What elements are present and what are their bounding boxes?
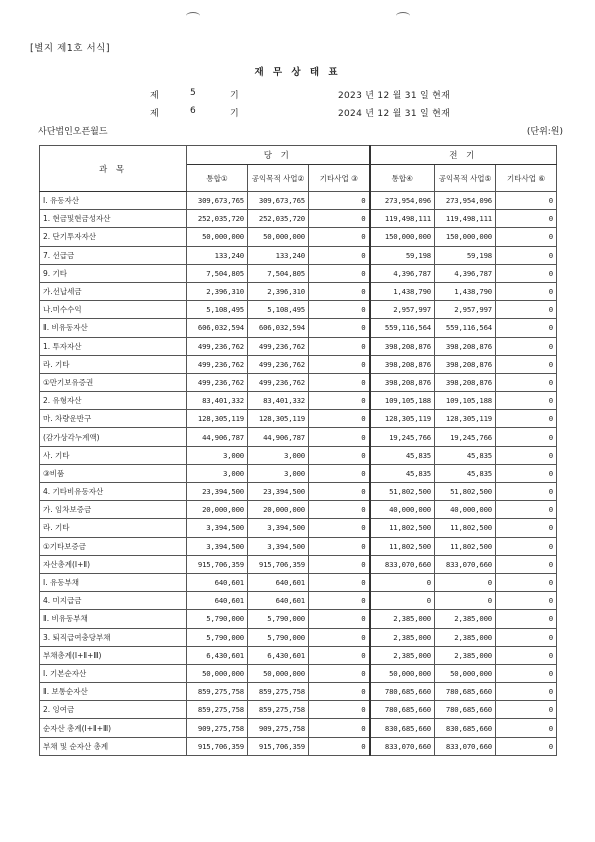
amount-cell: 59,198 [370, 246, 435, 264]
amount-cell: 640,601 [248, 592, 309, 610]
amount-cell: 119,498,111 [435, 210, 496, 228]
table-row [40, 537, 557, 555]
row-label: 4. 기타비유동자산 [40, 483, 187, 501]
amount-cell: 0 [496, 446, 557, 464]
amount-cell: 0 [370, 573, 435, 591]
row-label: Ⅱ. 비유동자산 [40, 319, 187, 337]
amount-cell: 20,000,000 [187, 501, 248, 519]
table-row [40, 664, 557, 682]
amount-cell: 398,208,876 [370, 337, 435, 355]
amount-cell: 859,275,758 [187, 683, 248, 701]
amount-cell: 0 [309, 501, 370, 519]
amount-cell: 915,706,359 [248, 737, 309, 755]
amount-cell: 0 [496, 392, 557, 410]
table-row [40, 337, 557, 355]
amount-cell: 23,394,500 [248, 483, 309, 501]
amount-cell: 19,245,766 [370, 428, 435, 446]
amount-cell: 0 [496, 701, 557, 719]
amount-cell: 2,396,310 [248, 282, 309, 300]
amount-cell: 915,706,359 [248, 555, 309, 573]
amount-cell: 133,240 [248, 246, 309, 264]
amount-cell: 5,790,000 [187, 628, 248, 646]
amount-cell: 133,240 [187, 246, 248, 264]
amount-cell: 3,394,500 [187, 519, 248, 537]
amount-cell: 50,000,000 [370, 664, 435, 682]
amount-cell: 499,236,762 [187, 337, 248, 355]
amount-cell: 40,000,000 [435, 501, 496, 519]
amount-cell: 0 [496, 628, 557, 646]
amount-cell: 0 [309, 664, 370, 682]
amount-cell: 3,394,500 [248, 519, 309, 537]
amount-cell: 0 [496, 501, 557, 519]
amount-cell: 1,438,790 [435, 282, 496, 300]
table-row [40, 737, 557, 755]
amount-cell: 128,305,119 [248, 410, 309, 428]
row-label: 2. 잉여금 [40, 701, 187, 719]
amount-cell: 398,208,876 [370, 373, 435, 391]
amount-cell: 0 [496, 210, 557, 228]
table-row [40, 646, 557, 664]
amount-cell: 0 [309, 210, 370, 228]
amount-cell: 0 [309, 628, 370, 646]
table-row [40, 701, 557, 719]
amount-cell: 0 [309, 592, 370, 610]
amount-cell: 0 [496, 592, 557, 610]
amount-cell: 0 [496, 683, 557, 701]
amount-cell: 0 [309, 610, 370, 628]
amount-cell: 0 [496, 264, 557, 282]
amount-cell: 1,438,790 [370, 282, 435, 300]
row-label: 3. 퇴직급여충당부채 [40, 628, 187, 646]
table-row [40, 355, 557, 373]
amount-cell: 19,245,766 [435, 428, 496, 446]
table-row [40, 483, 557, 501]
amount-cell: 273,954,096 [370, 192, 435, 210]
amount-cell: 252,035,720 [187, 210, 248, 228]
amount-cell: 499,236,762 [248, 355, 309, 373]
row-label: ③비품 [40, 464, 187, 482]
amount-cell: 50,000,000 [187, 664, 248, 682]
amount-cell: 606,032,594 [187, 319, 248, 337]
header-col-public-current: 공익목적 사업② [248, 165, 309, 192]
period-prefix: 제 [150, 109, 159, 119]
amount-cell: 5,108,495 [187, 301, 248, 319]
amount-cell: 0 [309, 683, 370, 701]
amount-cell: 50,000,000 [248, 228, 309, 246]
amount-cell: 6,430,601 [187, 646, 248, 664]
balance-sheet-table [39, 145, 557, 756]
amount-cell: 0 [496, 646, 557, 664]
table-row [40, 373, 557, 391]
amount-cell: 780,685,660 [370, 683, 435, 701]
amount-cell: 499,236,762 [187, 373, 248, 391]
amount-cell: 3,000 [187, 464, 248, 482]
table-row [40, 392, 557, 410]
amount-cell: 2,385,000 [435, 628, 496, 646]
amount-cell: 0 [309, 719, 370, 737]
table-row [40, 228, 557, 246]
row-label: Ⅱ. 비유동부채 [40, 610, 187, 628]
amount-cell: 2,957,997 [370, 301, 435, 319]
amount-cell: 11,802,500 [370, 537, 435, 555]
amount-cell: 2,385,000 [435, 646, 496, 664]
amount-cell: 6,430,601 [248, 646, 309, 664]
amount-cell: 606,032,594 [248, 319, 309, 337]
amount-cell: 0 [496, 719, 557, 737]
amount-cell: 0 [496, 246, 557, 264]
row-label: 라. 기타 [40, 519, 187, 537]
amount-cell: 0 [496, 555, 557, 573]
period-number: 6 [190, 106, 196, 116]
table-row [40, 192, 557, 210]
amount-cell: 833,070,660 [435, 555, 496, 573]
amount-cell: 0 [496, 192, 557, 210]
amount-cell: 7,504,805 [248, 264, 309, 282]
header-subject: 과 목 [40, 146, 187, 192]
period-prefix: 제 [150, 91, 159, 101]
amount-cell: 44,906,787 [187, 428, 248, 446]
amount-cell: 83,401,332 [187, 392, 248, 410]
amount-cell: 0 [309, 555, 370, 573]
amount-cell: 3,000 [248, 464, 309, 482]
amount-cell: 0 [309, 646, 370, 664]
row-label: 2. 단기투자자산 [40, 228, 187, 246]
amount-cell: 0 [309, 373, 370, 391]
table-row [40, 610, 557, 628]
table-row [40, 246, 557, 264]
amount-cell: 0 [496, 664, 557, 682]
period-date: 2024 년 12 월 31 일 현재 [338, 109, 451, 119]
header-col-public-previous: 공익목적 사업⑤ [435, 165, 496, 192]
amount-cell: 640,601 [187, 573, 248, 591]
header-col-total-previous: 통합④ [370, 165, 435, 192]
table-row [40, 301, 557, 319]
amount-cell: 0 [496, 483, 557, 501]
amount-cell: 0 [496, 282, 557, 300]
row-label: (감가상각누계액) [40, 428, 187, 446]
amount-cell: 499,236,762 [187, 355, 248, 373]
amount-cell: 109,105,188 [370, 392, 435, 410]
amount-cell: 128,305,119 [370, 410, 435, 428]
amount-cell: 0 [309, 282, 370, 300]
amount-cell: 0 [435, 592, 496, 610]
amount-cell: 150,000,000 [435, 228, 496, 246]
amount-cell: 0 [309, 228, 370, 246]
table-row [40, 628, 557, 646]
table-row [40, 573, 557, 591]
amount-cell: 780,685,660 [370, 701, 435, 719]
amount-cell: 0 [309, 319, 370, 337]
amount-cell: 45,835 [370, 464, 435, 482]
table-row [40, 719, 557, 737]
amount-cell: 273,954,096 [435, 192, 496, 210]
amount-cell: 0 [496, 373, 557, 391]
row-label: 7. 선급금 [40, 246, 187, 264]
amount-cell: 0 [309, 464, 370, 482]
table-row [40, 592, 557, 610]
amount-cell: 640,601 [248, 573, 309, 591]
amount-cell: 859,275,758 [248, 683, 309, 701]
period-suffix: 기 [230, 109, 239, 119]
amount-cell: 3,000 [187, 446, 248, 464]
amount-cell: 3,394,500 [187, 537, 248, 555]
amount-cell: 2,385,000 [370, 646, 435, 664]
period-number: 5 [190, 88, 196, 98]
amount-cell: 119,498,111 [370, 210, 435, 228]
amount-cell: 50,000,000 [435, 664, 496, 682]
amount-cell: 109,105,188 [435, 392, 496, 410]
row-label: 나.미수수익 [40, 301, 187, 319]
amount-cell: 0 [309, 246, 370, 264]
amount-cell: 0 [309, 392, 370, 410]
amount-cell: 0 [496, 573, 557, 591]
amount-cell: 0 [309, 192, 370, 210]
table-row [40, 264, 557, 282]
amount-cell: 0 [309, 428, 370, 446]
amount-cell: 5,790,000 [187, 610, 248, 628]
amount-cell: 20,000,000 [248, 501, 309, 519]
header-current-period: 당 기 [187, 146, 370, 165]
amount-cell: 4,396,787 [435, 264, 496, 282]
amount-cell: 398,208,876 [435, 355, 496, 373]
table-row [40, 683, 557, 701]
amount-cell: 398,208,876 [370, 355, 435, 373]
amount-cell: 2,385,000 [370, 610, 435, 628]
amount-cell: 23,394,500 [187, 483, 248, 501]
amount-cell: 0 [309, 355, 370, 373]
table-row [40, 446, 557, 464]
amount-cell: 0 [435, 573, 496, 591]
amount-cell: 51,802,500 [435, 483, 496, 501]
amount-cell: 559,116,564 [435, 319, 496, 337]
amount-cell: 0 [496, 337, 557, 355]
row-label: 라. 기타 [40, 355, 187, 373]
table-row [40, 519, 557, 537]
header-col-total-current: 통합① [187, 165, 248, 192]
amount-cell: 5,790,000 [248, 610, 309, 628]
amount-cell: 0 [309, 537, 370, 555]
amount-cell: 0 [309, 519, 370, 537]
table-row [40, 501, 557, 519]
table-row [40, 410, 557, 428]
period-date: 2023 년 12 월 31 일 현재 [338, 91, 451, 101]
amount-cell: 0 [496, 519, 557, 537]
table-row [40, 464, 557, 482]
amount-cell: 11,802,500 [435, 537, 496, 555]
header-col-other-previous: 기타사업 ⑥ [496, 165, 557, 192]
amount-cell: 5,108,495 [248, 301, 309, 319]
row-label: ①만기보유증권 [40, 373, 187, 391]
table-body [40, 192, 557, 756]
row-label: 사. 기타 [40, 446, 187, 464]
amount-cell: 833,070,660 [370, 555, 435, 573]
amount-cell: 0 [496, 319, 557, 337]
amount-cell: 50,000,000 [248, 664, 309, 682]
table-row [40, 210, 557, 228]
row-label: 마. 차량운반구 [40, 410, 187, 428]
amount-cell: 59,198 [435, 246, 496, 264]
row-label: Ⅱ. 보통순자산 [40, 683, 187, 701]
amount-cell: 0 [496, 464, 557, 482]
amount-cell: 398,208,876 [435, 337, 496, 355]
amount-cell: 11,802,500 [370, 519, 435, 537]
currency-unit: (단위:원) [526, 127, 563, 137]
table-row [40, 428, 557, 446]
header-previous-period: 전 기 [370, 146, 557, 165]
amount-cell: 2,385,000 [370, 628, 435, 646]
amount-cell: 2,396,310 [187, 282, 248, 300]
amount-cell: 0 [309, 337, 370, 355]
row-label: ①기타보증금 [40, 537, 187, 555]
row-label: Ⅰ. 유동부채 [40, 573, 187, 591]
period-line [150, 88, 480, 101]
amount-cell: 909,275,758 [248, 719, 309, 737]
amount-cell: 0 [496, 610, 557, 628]
row-label: Ⅰ. 유동자산 [40, 192, 187, 210]
amount-cell: 0 [309, 701, 370, 719]
amount-cell: 0 [370, 592, 435, 610]
amount-cell: 915,706,359 [187, 555, 248, 573]
table-row [40, 282, 557, 300]
row-label: 가. 임차보증금 [40, 501, 187, 519]
amount-cell: 0 [309, 737, 370, 755]
amount-cell: 0 [309, 264, 370, 282]
row-label: 순자산 총계(Ⅰ+Ⅱ+Ⅲ) [40, 719, 187, 737]
amount-cell: 0 [496, 737, 557, 755]
amount-cell: 915,706,359 [187, 737, 248, 755]
amount-cell: 4,396,787 [370, 264, 435, 282]
amount-cell: 0 [309, 483, 370, 501]
amount-cell: 640,601 [187, 592, 248, 610]
amount-cell: 0 [309, 573, 370, 591]
amount-cell: 5,790,000 [248, 628, 309, 646]
amount-cell: 309,673,765 [248, 192, 309, 210]
amount-cell: 0 [309, 301, 370, 319]
amount-cell: 3,394,500 [248, 537, 309, 555]
row-label: 4. 미지급금 [40, 592, 187, 610]
period-suffix: 기 [230, 91, 239, 101]
amount-cell: 45,835 [370, 446, 435, 464]
amount-cell: 859,275,758 [248, 701, 309, 719]
form-number: [별지 제1호 서식] [30, 43, 111, 54]
amount-cell: 252,035,720 [248, 210, 309, 228]
table-row [40, 319, 557, 337]
row-label: 2. 유형자산 [40, 392, 187, 410]
amount-cell: 45,835 [435, 446, 496, 464]
amount-cell: 7,504,805 [187, 264, 248, 282]
amount-cell: 128,305,119 [187, 410, 248, 428]
amount-cell: 3,000 [248, 446, 309, 464]
amount-cell: 309,673,765 [187, 192, 248, 210]
amount-cell: 2,957,997 [435, 301, 496, 319]
row-label: Ⅰ. 기본순자산 [40, 664, 187, 682]
period-line [150, 106, 480, 119]
amount-cell: 128,305,119 [435, 410, 496, 428]
amount-cell: 50,000,000 [187, 228, 248, 246]
amount-cell: 833,070,660 [370, 737, 435, 755]
amount-cell: 499,236,762 [248, 337, 309, 355]
amount-cell: 44,906,787 [248, 428, 309, 446]
amount-cell: 0 [496, 537, 557, 555]
amount-cell: 40,000,000 [370, 501, 435, 519]
amount-cell: 780,685,660 [435, 701, 496, 719]
amount-cell: 2,385,000 [435, 610, 496, 628]
amount-cell: 830,685,660 [370, 719, 435, 737]
amount-cell: 0 [496, 355, 557, 373]
amount-cell: 11,802,500 [435, 519, 496, 537]
amount-cell: 780,685,660 [435, 683, 496, 701]
organization-name: 사단법인오픈월드 [38, 127, 108, 137]
document-title: 재 무 상 태 표 [254, 67, 341, 78]
amount-cell: 0 [496, 428, 557, 446]
amount-cell: 830,685,660 [435, 719, 496, 737]
amount-cell: 0 [496, 301, 557, 319]
row-label: 부채총계(Ⅰ+Ⅱ+Ⅲ) [40, 646, 187, 664]
amount-cell: 0 [309, 446, 370, 464]
row-label: 가.선납세금 [40, 282, 187, 300]
amount-cell: 0 [496, 228, 557, 246]
punch-hole-mark [186, 12, 200, 20]
row-label: 9. 기타 [40, 264, 187, 282]
amount-cell: 83,401,332 [248, 392, 309, 410]
amount-cell: 833,070,660 [435, 737, 496, 755]
amount-cell: 150,000,000 [370, 228, 435, 246]
row-label: 1. 투자자산 [40, 337, 187, 355]
row-label: 부채 및 순자산 총계 [40, 737, 187, 755]
header-col-other-current: 기타사업 ③ [309, 165, 370, 192]
punch-hole-mark [396, 12, 410, 20]
amount-cell: 51,802,500 [370, 483, 435, 501]
amount-cell: 0 [496, 410, 557, 428]
amount-cell: 45,835 [435, 464, 496, 482]
row-label: 1. 현금및현금성자산 [40, 210, 187, 228]
amount-cell: 559,116,564 [370, 319, 435, 337]
amount-cell: 499,236,762 [248, 373, 309, 391]
amount-cell: 909,275,758 [187, 719, 248, 737]
table-row [40, 555, 557, 573]
amount-cell: 0 [309, 410, 370, 428]
amount-cell: 398,208,876 [435, 373, 496, 391]
amount-cell: 859,275,758 [187, 701, 248, 719]
row-label: 자산총계(Ⅰ+Ⅱ) [40, 555, 187, 573]
